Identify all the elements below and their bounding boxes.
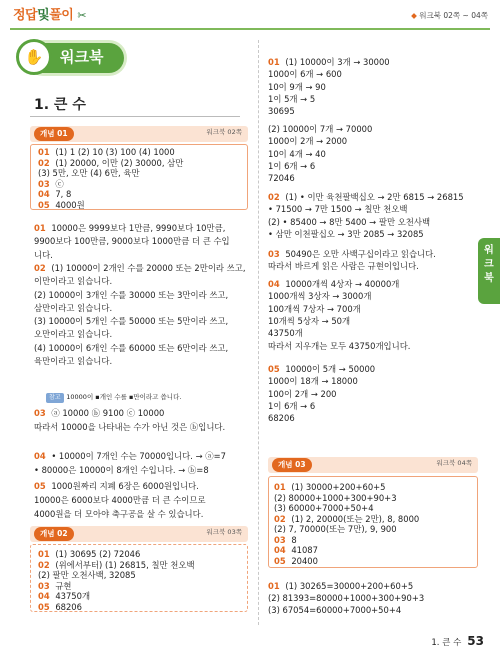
answer-line: 100개씩 7상자 → 700개 — [268, 303, 361, 314]
column-divider — [258, 40, 259, 625]
answer-line: 100이 2개 → 200 — [268, 388, 337, 399]
answer-line: 10이 4개 → 40 — [268, 148, 326, 159]
answer-line: 01 (1) 30000+200+60+5 — [274, 482, 386, 492]
answer-line: (2) 10000이 3개인 수를 30000 또는 3만이라 쓰고, — [34, 289, 229, 300]
answer-line: 72046 — [268, 173, 295, 184]
answer-line: 니다. — [34, 249, 53, 260]
answer-line: 1000개씩 3상자 → 3000개 — [268, 291, 372, 302]
answer-line: 따라서 바르게 읽은 사람은 규현이입니다. — [268, 261, 419, 272]
hand-icon: ✋ — [16, 39, 52, 75]
answer-line: • 80000은 10000이 8개인 수입니다. → ⓑ=8 — [34, 465, 209, 475]
diamond-icon: ◆ — [411, 11, 417, 20]
concept-01-header: 개념 01 워크북 02쪽 — [30, 126, 248, 142]
header-title: 정답및풀이 ✂ — [13, 8, 87, 23]
answer-line: 02 (위에서부터) (1) 26815, 칠만 천오백 — [38, 559, 195, 570]
answer-line: (4) 10000이 6개인 수를 60000 또는 6만이라 쓰고, — [34, 342, 229, 353]
answer-line: 04 10000개씩 4상자 → 40000개 — [268, 279, 400, 289]
answer-line: 02 (1) 2, 20000(또는 2만), 8, 8000 — [274, 513, 420, 524]
answer-line: 68206 — [268, 413, 295, 424]
answer-line: 43750개 — [268, 328, 303, 339]
answer-line: 30695 — [268, 106, 295, 117]
concept-03-header: 개념 03 워크북 04쪽 — [268, 457, 478, 473]
concept-02-header: 개념 02 워크북 03쪽 — [30, 526, 248, 542]
answer-line: 1000이 2개 → 2000 — [268, 136, 348, 147]
answer-line: 4000원을 더 모아야 축구공을 살 수 있습니다. — [34, 509, 204, 519]
answer-line: 01 (1) 10000이 3개 → 30000 — [268, 57, 390, 67]
answer-line: 1000이 18개 → 18000 — [268, 376, 358, 387]
answer-line: 01 (1) 30695 (2) 72046 — [38, 549, 141, 559]
answer-line: 육만이라고 읽습니다. — [34, 356, 113, 366]
answer-line: (2) 7, 70000(또는 7만), 9, 900 — [274, 524, 397, 534]
answer-line: (2) 80000+1000+300+90+3 — [274, 492, 397, 503]
workbook-badge: ✋ 워크북 — [16, 38, 126, 78]
hint-note: 참고 10000이 ▪개인 수를 ▪만이라고 씁니다. — [46, 390, 181, 403]
answer-line: 03 ⓐ 10000 ⓑ 9100 ⓒ 10000 — [34, 408, 165, 418]
answer-line: 01 10000은 9999보다 1만큼, 9990보다 10만큼, — [34, 223, 226, 233]
answer-line: 01 (1) 1 (2) 10 (3) 100 (4) 1000 — [38, 147, 175, 157]
scissors-icon: ✂ — [77, 9, 87, 22]
answer-line: 오만이라고 읽습니다. — [34, 329, 113, 340]
answer-line: 05 20400 — [274, 555, 318, 566]
answer-line: 04 • 10000이 7개인 수는 70000입니다. → ⓐ=7 — [34, 451, 226, 461]
answer-line: 따라서 지우개는 모두 43750개입니다. — [268, 340, 411, 351]
answer-line: 1이 6개 → 6 — [268, 160, 316, 171]
answer-line: 따라서 10000을 나타내는 수가 아닌 것은 ⓑ입니다. — [34, 422, 226, 432]
answer-line: • 삼만 이천팔십오 → 3만 2085 → 32085 — [268, 228, 424, 239]
answer-line: 05 10000이 5개 → 50000 — [268, 364, 376, 374]
header-divider — [10, 28, 490, 30]
answer-line: 02 (1) 10000이 2개인 수를 20000 또는 2만이라 쓰고, — [34, 262, 246, 273]
answer-line: (2) 10000이 7개 → 70000 — [268, 124, 373, 134]
side-tab-workbook: 워 크 북 — [478, 238, 500, 304]
answer-line: 02 (1) • 이만 육천팔백십오 → 2만 6815 → 26815 — [268, 192, 464, 202]
page-footer: 1. 큰 수 53 — [431, 634, 484, 648]
answer-line: 1이 5개 → 5 — [268, 93, 316, 104]
answer-line: 03 규현 — [38, 580, 72, 591]
answer-line: 04 43750개 — [38, 591, 91, 601]
answer-line: (2) 팔만 오천사백, 32085 — [38, 570, 136, 580]
answer-line: 05 68206 — [38, 601, 82, 612]
answer-line: 03 ⓒ — [38, 178, 64, 189]
answer-line: 05 1000원짜리 지폐 6장은 6000원입니다. — [34, 481, 199, 491]
answer-line: (3) 5만, 오만 (4) 6만, 육만 — [38, 168, 140, 178]
answer-line: 9900보다 100만큼, 9000보다 1000만큼 더 큰 수입 — [34, 236, 230, 247]
section-underline — [30, 116, 240, 117]
answer-line: 03 50490은 오만 사백구십이라고 읽습니다. — [268, 249, 436, 259]
answer-line: (3) 10000이 5개인 수를 50000 또는 5만이라 쓰고, — [34, 316, 229, 327]
answer-line: 05 4000원 — [38, 199, 85, 210]
answer-line: 10개씩 5상자 → 50개 — [268, 315, 351, 326]
answer-line: 10000은 6000보다 4000만큼 더 큰 수이므로 — [34, 495, 206, 505]
answer-line: 1이 6개 → 6 — [268, 400, 316, 411]
answer-line: 01 (1) 30265=30000+200+60+5 — [268, 581, 414, 591]
answer-line: (2) 81393=80000+1000+300+90+3 — [268, 593, 425, 603]
header-page-range: ◆ 워크북 02쪽 ~ 04쪽 — [411, 11, 488, 20]
answer-line: 03 8 — [274, 534, 297, 545]
answer-line: (2) • 85400 → 8만 5400 → 팔만 오천사백 — [268, 216, 431, 227]
answer-line: (3) 67054=60000+7000+50+4 — [268, 605, 402, 615]
answer-line: 삼만이라고 읽습니다. — [34, 302, 113, 313]
answer-line: (3) 60000+7000+50+4 — [274, 503, 374, 513]
answer-line: 이만이라고 읽습니다. — [34, 276, 113, 287]
answer-line: 02 (1) 20000, 이만 (2) 30000, 삼만 — [38, 157, 184, 168]
answer-line: 1000이 6개 → 600 — [268, 69, 342, 80]
section-title: 1. 큰 수 — [34, 97, 86, 113]
answer-line: 04 41087 — [274, 545, 318, 555]
answer-line: 10이 9개 → 90 — [268, 81, 326, 92]
answer-line: 04 7, 8 — [38, 189, 72, 199]
answer-line: • 71500 → 7만 1500 → 칠만 천오백 — [268, 204, 408, 215]
